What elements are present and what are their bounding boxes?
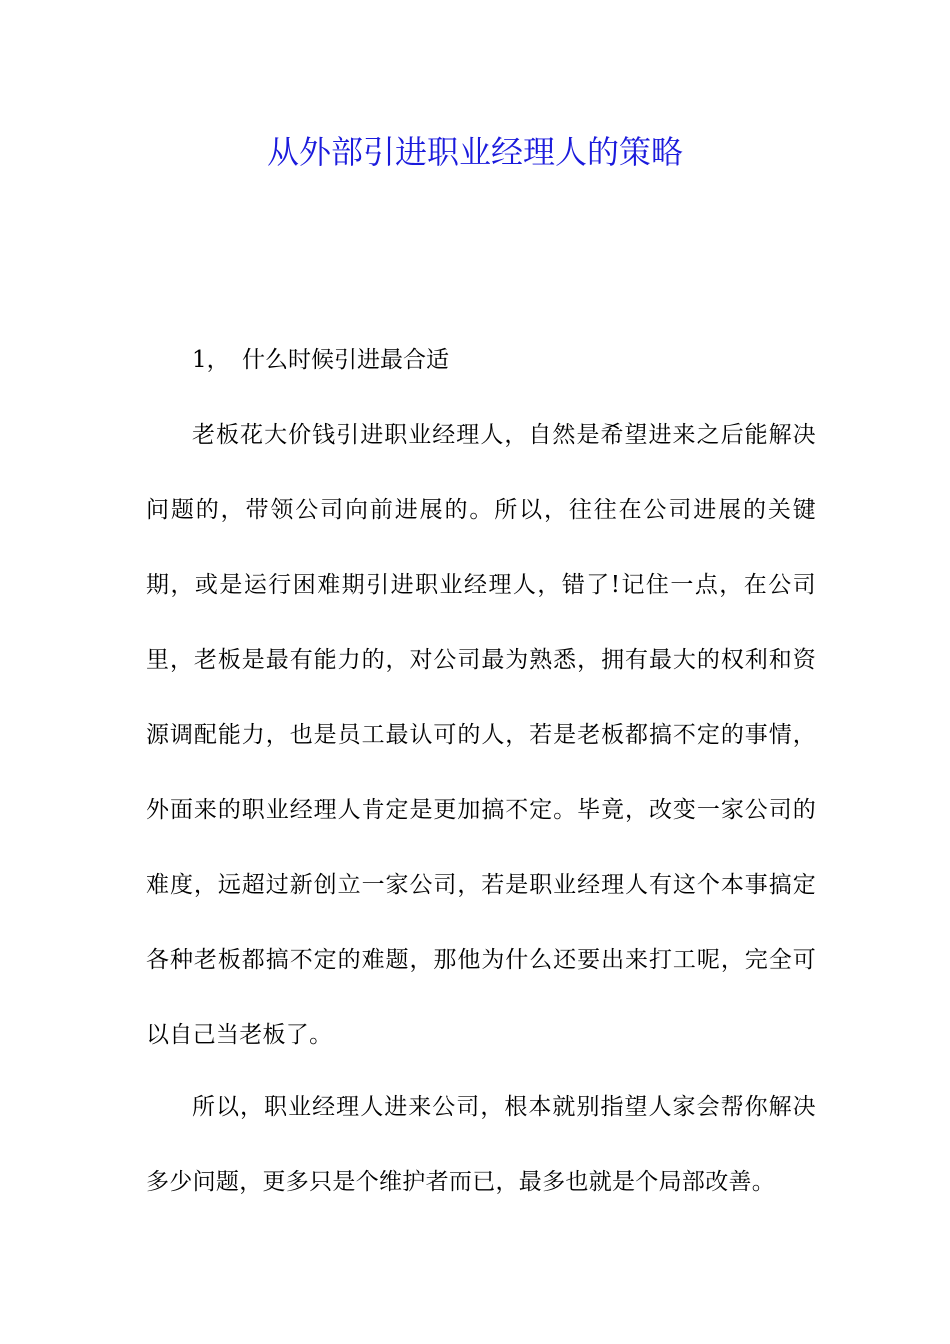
section-heading	[192, 342, 449, 378]
section-heading-text: 什么时候引进最合适	[242, 347, 449, 373]
section-number: 1，	[192, 347, 230, 373]
document-title: 从外部引进职业经理人的策略	[266, 133, 683, 171]
body-paragraph: 所以，职业经理人进来公司，根本就别指望人家会帮你解决多少问题，更多只是个维护者而已，最多也就是个局部改善。	[146, 1094, 816, 1195]
body-paragraph: 老板花大价钱引进职业经理人，自然是希望进来之后能解决问题的，带领公司向前进展的。所以，往往在公司进展的关键期，或是运行困难期引进职业经理人，错了!记住一点，在公司里，老板是最有能力的，对公司最为熟悉，拥有最大的权利和资源调配能力，也是员工最认可的人，若是老板都搞不定的事情，外面来的职业经理人肯定是更加搞不定。毕竟，改变一家公司的难度，远超过新创立一家公司，若是职业经理人有这个本事搞定各种老板都搞不定的难题，那他为什么还要出来打工呢，完全可以自己当老板了。	[146, 422, 816, 1048]
